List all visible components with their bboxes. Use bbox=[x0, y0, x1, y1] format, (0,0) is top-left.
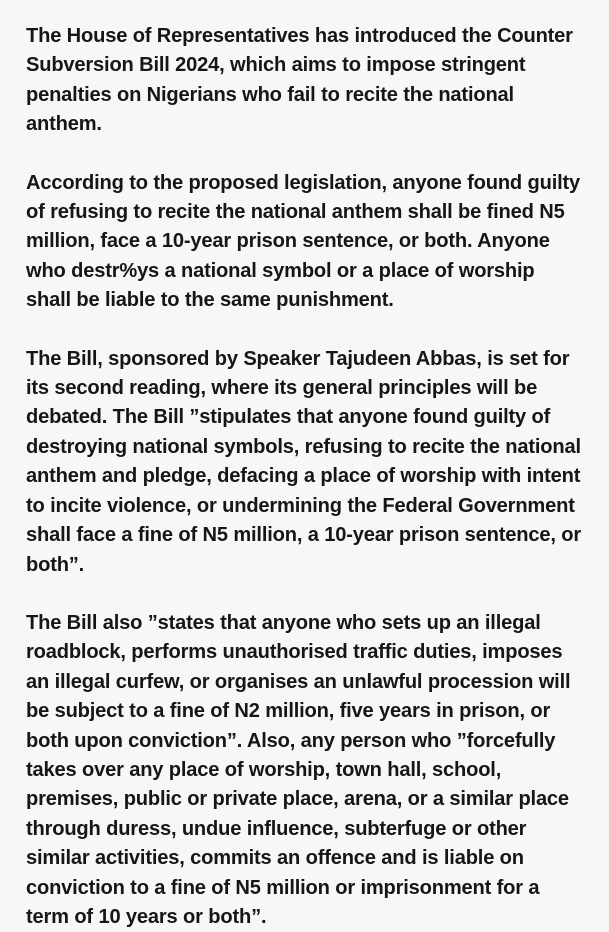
article-paragraph-1: The House of Representatives has introduced the Counter Subversion Bill 2024, which aims to impose stringent penalties on Nigerians who fail to recite the national anthem. bbox=[26, 25, 573, 136]
article-paragraph-2: According to the proposed legislation, anyone found guilty of refusing to recite the national anthem shall be fined N5 million, face a 10-year prison sentence, or both. Anyone who destr%ys a national symbol or a place of worship shall be liable to the same punishment. bbox=[26, 171, 581, 312]
article-paragraph-4: The Bill also ”states that anyone who sets up an illegal roadblock, performs unauthorised traffic duties, imposes an illegal curfew, or organises an unlawful procession will be subject to a fine of N2 million, five years in prison, or both upon conviction”. Also, any person who ”forcefully takes over any place of worship, town hall, school, premises, public or private place, arena, or a similar place through duress, undue influence, subterfuge or other similar activities, commits an offence and is liable on conviction to a fine of N5 million or imprisonment for a term of 10 years or both”. bbox=[26, 611, 571, 928]
article-paragraph-3: The Bill, sponsored by Speaker Tajudeen Abbas, is set for its second reading, where its general principles will be debated. The Bill ”stipulates that anyone found guilty of destroying national symbols, refusing to recite the national anthem and pledge, defacing a place of worship with intent to incite violence, or undermining the Federal Government shall face a fine of N5 million, a 10-year prison sentence, or both”. bbox=[26, 347, 581, 576]
